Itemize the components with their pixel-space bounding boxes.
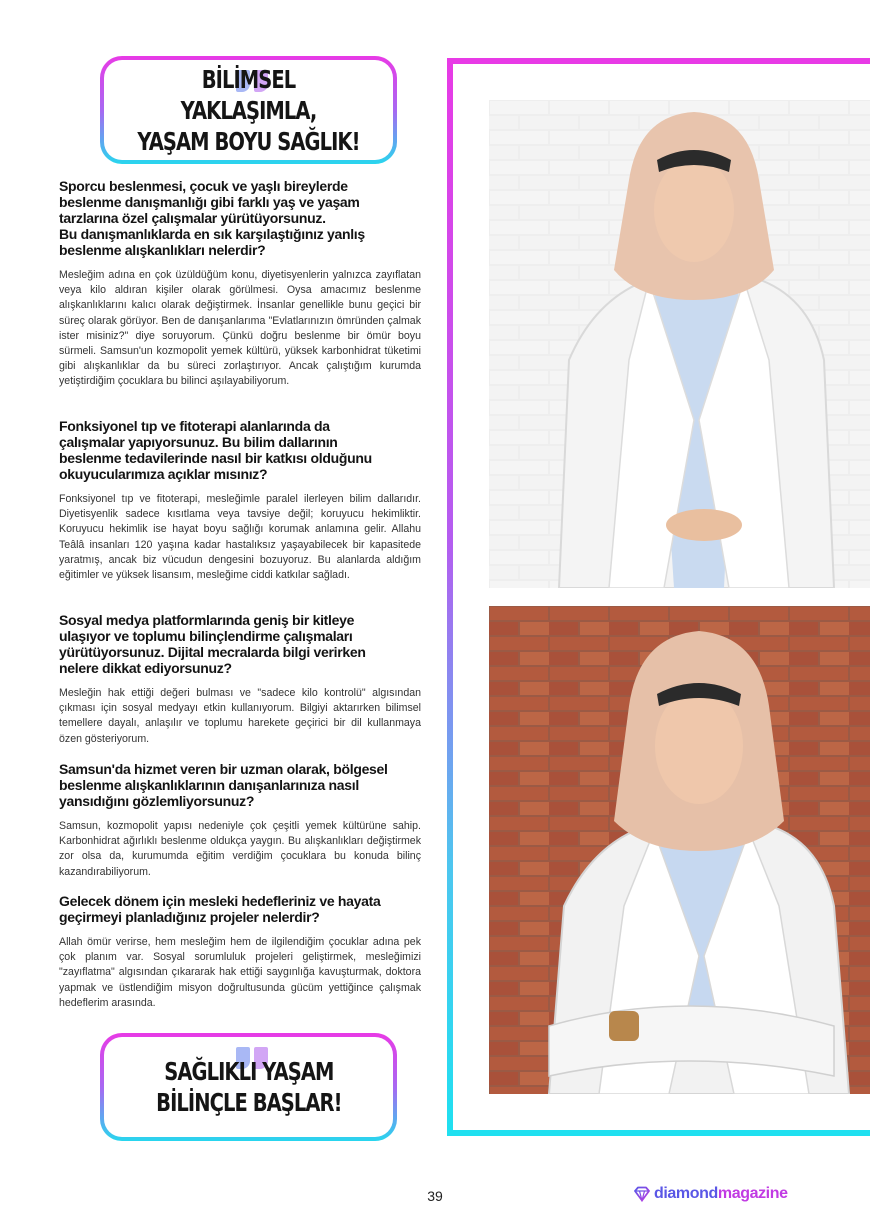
answer-5: Allah ömür verirse, hem mesleğim hem de ilgilendiğim çocuklar adına pek çok planım var. Sosyal sorumluluk projeleri geliştirmek, mesleğimizi "zayıflatma" algısından çıkararak hak ettiği saygınlığa kavuşturmak, doktora yapmak ve üstlendiğim misyon doğrultusunda gücüm yettiğince çalışmak hedeflerim arasında.: [59, 936, 421, 1009]
question-1: Sporcu beslenmesi, çocuk ve yaşlı bireylerde beslenme danışmanlığı gibi farklı yaş ve yaşam tarzlarına özel çalışmalar yürütüyorsunuz. Bu danışmanlıklarda en sık karşılaştığınız yanlış beslenme alışkanlıkları nelerdir?: [59, 178, 365, 258]
answer-4: Samsun, kozmopolit yapısı nedeniyle çok çeşitli yemek kültürüne sahip. Karbonhidrat ağırlıklı beslenme oldukça yaygın. Bu alışkanlıkları değiştirmek zor olsa da, kurumumda eğitim verdiğim çocuklara bu konuda bilinç kazandırabiliyorum.: [59, 820, 421, 878]
headline-top: BİLİMSEL YAKLAŞIMLA, YAŞAM BOYU SAĞLIK!: [137, 64, 360, 156]
brand-name-part2: magazine: [717, 1185, 788, 1202]
qa-block-2: [59, 418, 421, 583]
brand-logo: [634, 1185, 788, 1203]
question-3: Sosyal medya platformlarında geniş bir kitleye ulaşıyor ve toplumu bilinçlendirme çalışmaları yürütüyorsunuz. Dijital mecralarda bilgi verirken nelere dikkat ediyorsunuz?: [59, 612, 366, 676]
qa-block-1: [59, 178, 421, 390]
diamond-icon: [634, 1186, 650, 1202]
portrait-photo-brick-wall: [489, 606, 870, 1094]
answer-3: Mesleğin hak ettiği değeri bulması ve "sadece kilo kontrolü" algısından çıkması için sosyal medyayı etkin kullanıyorum. Bilgiyi aktarırken bilimsel temellere dayalı, anlaşılır ve toplumu harekete geçirici bir dil kullanmaya özen gösteriyorum.: [59, 687, 421, 745]
qa-block-3: [59, 612, 421, 747]
answer-1: Mesleğim adına en çok üzüldüğüm konu, diyetisyenlerin yalnızca zayıflatan veya kilo aldıran kişiler olarak görülmesi. Oysa amacımız beslenme alışkanlıklarını kalıcı olarak değiştirmek. İnsanlar genellikle bunu geçici bir süreç olarak görüyor. Ben de danışanlarıma "Evlatlarınızın ömründen çalmak ister misiniz?" diye soruyorum. Çünkü doğru beslenme bir ömür boyu sürmeli. Samsun'un kozmopolit yemek kültürü, yüksek karbonhidrat tüketimi gibi alışkanlıklar da bu süreci zorlaştırıyor. Ancak çalıştığım kurumda yetiştirdiğim çocuklara bu bilinci aşılayabiliyorum.: [59, 269, 421, 388]
page-number: 39: [427, 1188, 443, 1204]
qa-block-4: [59, 761, 421, 880]
question-5: Gelecek dönem için mesleki hedefleriniz ve hayata geçirmeyi planladığınız projeler nelerdir?: [59, 893, 381, 925]
answer-2: Fonksiyonel tıp ve fitoterapi, mesleğimle paralel ilerleyen bilim dallarıdır. Diyetisyenlik sadece kısıtlama veya tavsiye değil; koruyucu hekimliktir. Koruyucu hekimlik ise hayat boyu sağlığı korumak anlamına gelir. Allahu Teâlâ insanları 120 yaşına kadar hastalıksız yaşayabilecek bir kapasitede yaratmış, ancak biz vücudun dengesini bozuyoruz. Bu alanlarda aldığım eğitimler ve yüksek lisansım, mesleğime ciddi katkılar sağladı.: [59, 493, 421, 582]
brand-name-part1: diamond: [654, 1185, 718, 1202]
question-4: Samsun'da hizmet veren bir uzman olarak, bölgesel beslenme alışkanlıklarının danışanlarınıza nasıl yansıdığını gözlemliyorsunuz?: [59, 761, 388, 809]
question-2: Fonksiyonel tıp ve fitoterapi alanlarında da çalışmalar yapıyorsunuz. Bu bilim dallarının beslenme tedavilerinde nasıl bir katkısı olduğunu okuyucularımıza açıklar mısınız?: [59, 418, 372, 482]
qa-block-5: [59, 893, 421, 1011]
headline-bottom: SAĞLIKLI YAŞAM BİLİNÇLE BAŞLAR!: [155, 1057, 342, 1117]
portrait-photo-white-wall: [489, 100, 870, 588]
headline-quote-box-top: [100, 56, 397, 164]
headline-quote-box-bottom: [100, 1033, 397, 1141]
